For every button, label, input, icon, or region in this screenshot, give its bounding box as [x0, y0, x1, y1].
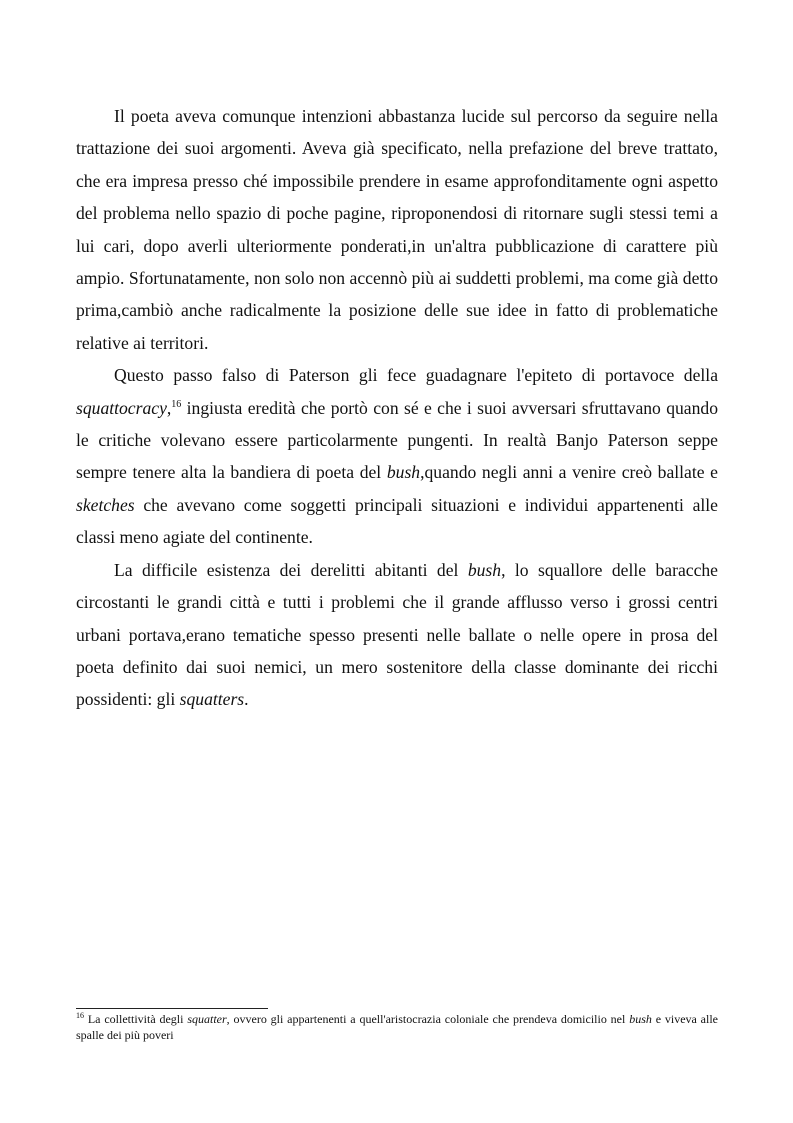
term-bush: bush [467, 559, 502, 580]
paragraph-2-text-d: ingiusta eredità che portò con sé e che i suoi avversari sfruttavano quando le critiche volevano essere particolarmente pungenti. In realtà Banjo Paterson seppe sempre tenere alta la bandiera di poeta del [76, 397, 718, 483]
term-sketches: sketches [76, 494, 135, 515]
footnote-separator [76, 1008, 268, 1009]
footnote [76, 1012, 718, 1043]
term-squatters: squatters [179, 689, 245, 710]
paragraph-3-text-a: La difficile esistenza dei derelitti abitanti del [114, 559, 468, 580]
paragraph-1 [76, 100, 718, 359]
paragraph-1-text: Il poeta aveva comunque intenzioni abbastanza lucide sul percorso da seguire nella trattazione dei suoi argomenti. Aveva già specificato, nella prefazione del breve trattato, che era impresa presso ché impossibile prendere in esame approfonditamente ogni aspetto del problema nello spazio di poche pagine, riproponendosi di ritornare sugli stessi temi a lui cari, dopo averli ulteriormente ponderati,in un'altra pubblicazione di carattere più ampio. Sfortunatamente, non solo non accennò più ai suddetti problemi, ma come già detto prima,cambiò anche radicalmente la posizione delle sue idee in fatto di problematiche relative ai territori. [76, 106, 718, 353]
footnote-number: 16 [76, 1011, 84, 1020]
footnote-text-c: , ovvero gli appartenenti a quell'aristocrazia coloniale che prendeva domicilio nel [226, 1012, 630, 1026]
footnote-reference[interactable]: 16 [171, 398, 182, 410]
page-body [76, 100, 718, 716]
paragraph-3-text-c: , lo squallore delle baracche circostanti le grandi città e tutti i problemi che il grande afflusso verso i grossi centri urbani portava,erano tematiche spesso presenti nelle ballate o nelle opere in prosa del poeta definito dai suoi nemici, un mero sostenitore della classe dominante dei ricchi possidenti: gli [76, 559, 718, 710]
paragraph-3 [76, 554, 718, 716]
term-squattocracy: squattocracy [76, 397, 167, 418]
footnote-text-e: e viveva alle spalle dei più poveri [76, 1012, 718, 1042]
paragraph-3-text-e: . [244, 689, 249, 710]
footnote-term-bush: bush [629, 1012, 652, 1026]
paragraph-2-text-f: ,quando negli anni a venire creò ballate e [420, 462, 718, 483]
footnote-text-a: La collettività degli [84, 1012, 188, 1026]
paragraph-2 [76, 359, 718, 553]
paragraph-2-text-c: , [166, 397, 172, 418]
paragraph-2-text-h: che avevano come soggetti principali situazioni e individui appartenenti alle classi meno agiate del continente. [76, 494, 718, 548]
paragraph-2-text-a: Questo passo falso di Paterson gli fece guadagnare l'epiteto di portavoce della [114, 365, 718, 386]
footnote-term-squatter: squatter [187, 1012, 227, 1026]
term-bush: bush [386, 462, 421, 483]
